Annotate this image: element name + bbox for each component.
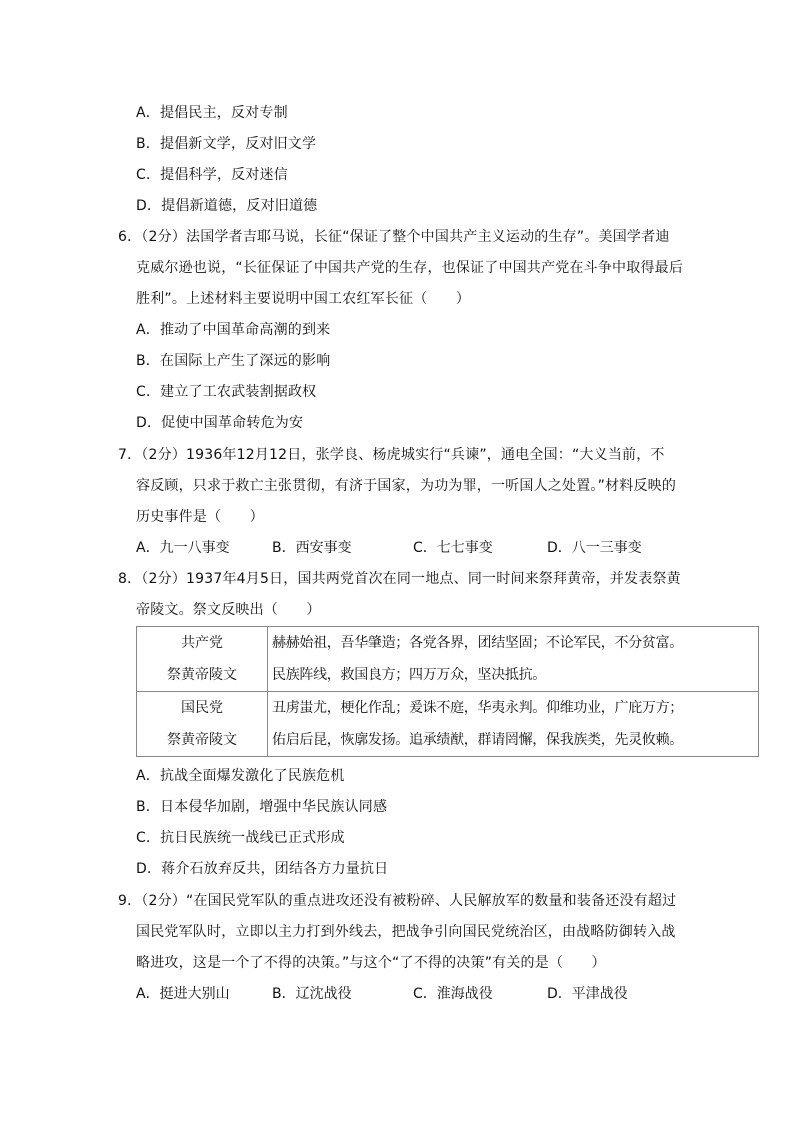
q6-option-c: C．建立了工农武装割据政权: [136, 384, 317, 400]
q7-stem-line-3: 历史事件是（ ）: [136, 509, 264, 525]
q8-option-d: D．蒋介石放弃反共，团结各方力量抗日: [136, 861, 389, 877]
table-cell-eulogy-text: [268, 627, 759, 692]
q7-option-c: C．七七事变: [413, 540, 493, 556]
q6-option-d: D．促使中国革命转危为安: [136, 415, 304, 431]
q6-stem-line-2: 克威尔逊也说，“长征保证了中国共产党的生存，也保证了中国共产党在斗争中取得最后: [136, 260, 684, 276]
q5-option-d: D．提倡新道德，反对旧道德: [136, 198, 318, 214]
table-cell-eulogy-text: [268, 692, 759, 757]
q6-option-a: A．推动了中国革命高潮的到来: [136, 322, 331, 338]
eulogy-line: 佑启后昆，恢廓发扬。追承绩猷，群请罔懈，保我族类，先灵攸赖。: [272, 732, 683, 748]
table-row: [137, 692, 759, 757]
q7-option-b: B．西安事变: [272, 540, 352, 556]
q9-option-a: A．挺进大别山: [136, 986, 230, 1002]
q6-option-b: B．在国际上产生了深远的影响: [136, 353, 331, 369]
table-cell-party-label: [137, 627, 268, 692]
q5-option-b: B．提倡新文学，反对旧文学: [136, 136, 317, 152]
q9-option-c: C．淮海战役: [413, 986, 493, 1002]
eulogy-line: 丑虏蚩尤，梗化作乱；爰诛不庭，华夷永判。仰维功业，广庇万方；: [272, 700, 683, 716]
q7-option-a: A．九一八事变: [136, 540, 230, 556]
q8-option-c: C．抗日民族统一战线已正式形成: [136, 830, 345, 846]
q5-option-c: C．提倡科学，反对迷信: [136, 167, 288, 183]
q5-option-a: A．提倡民主，反对专制: [136, 105, 288, 121]
q8-stem-line-1: 8．（2分）1937年4月5日，国共两党首次在同一地点、同一时间来祭拜黄帝，并发表祭黄: [118, 571, 681, 587]
q8-stem-line-2: 帝陵文。祭文反映出（ ）: [136, 602, 321, 618]
document-name: 祭黄帝陵文: [167, 667, 237, 683]
q9-option-b: B．辽沈战役: [272, 986, 352, 1002]
q8-option-b: B．日本侵华加剧，增强中华民族认同感: [136, 799, 388, 815]
q7-stem-line-1: 7．（2分）1936年12月12日，张学良、杨虎城实行“兵谏”，通电全国：“大义当前，不: [118, 447, 665, 463]
table-row: [137, 627, 759, 692]
q9-stem-line-3: 略进攻，这是一个了不得的决策。”与这个“了不得的决策”有关的是（ ）: [136, 955, 606, 971]
q7-option-d: D．八一三事变: [547, 540, 642, 556]
q9-option-d: D．平津战役: [547, 986, 628, 1002]
q7-stem-line-2: 容反顾，只求于救亡主张贯彻，有济于国家，为功为罪，一听国人之处置。”材料反映的: [136, 478, 677, 494]
eulogy-line: 民族阵线，救国良方；四万万众，坚决抵抗。: [272, 667, 546, 683]
document-name: 祭黄帝陵文: [167, 732, 237, 748]
q8-option-a: A．抗战全面爆发激化了民族危机: [136, 768, 345, 784]
eulogy-line: 赫赫始祖，吾华肇造；各党各界，团结坚固；不论军民，不分贫富。: [272, 635, 683, 651]
party-name: 国民党: [181, 700, 223, 716]
q6-stem-line-3: 胜利”。上述材料主要说明中国工农红军长征（ ）: [136, 291, 471, 307]
q9-stem-line-1: 9．（2分）“在国民党军队的重点进攻还没有被粉碎、人民解放军的数量和装备还没有超过: [118, 893, 677, 909]
q6-stem-line-1: 6．（2分）法国学者吉耶马说，长征“保证了整个中国共产主义运动的生存”。美国学者迪: [118, 229, 670, 245]
q9-stem-line-2: 国民党军队时，立即以主力打到外线去，把战争引向国民党统治区，由战略防御转入战: [136, 924, 676, 940]
eulogy-comparison-table: [136, 626, 759, 757]
table-cell-party-label: [137, 692, 268, 757]
party-name: 共产党: [181, 635, 223, 651]
